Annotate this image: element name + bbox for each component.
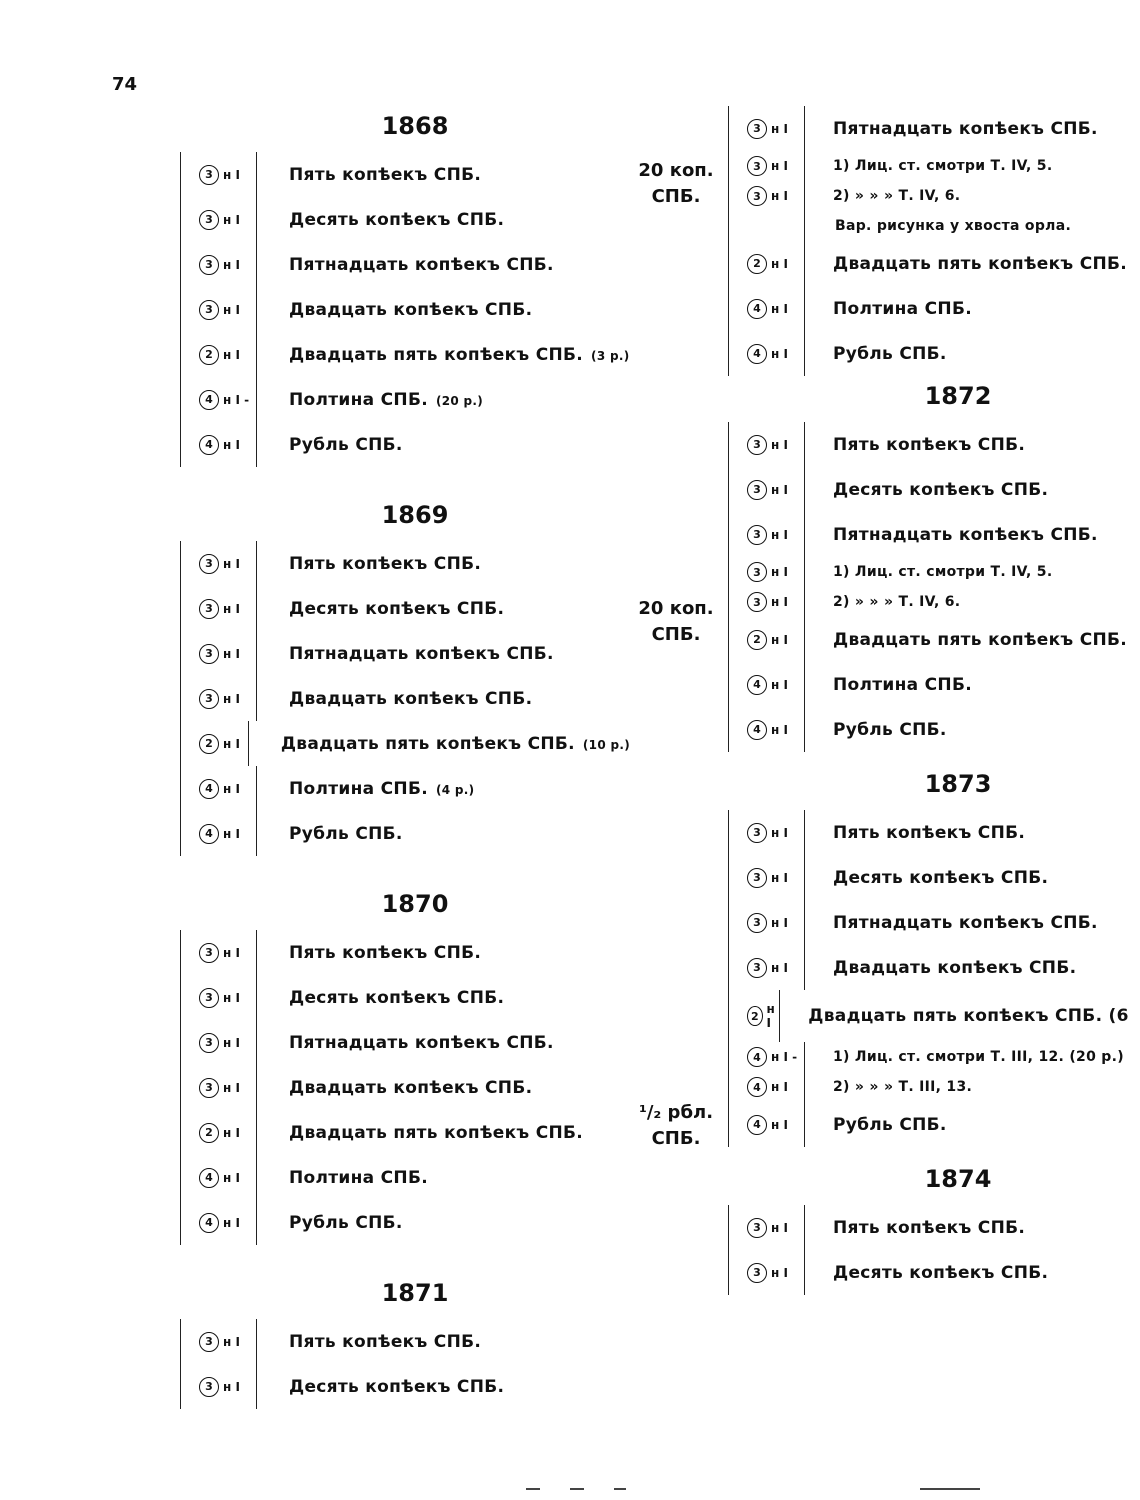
mint-mark bbox=[181, 1020, 257, 1065]
coin-text: Рубль СПБ. bbox=[289, 434, 403, 455]
mint-mark bbox=[729, 1250, 805, 1295]
rarity-circle-icon: 3 bbox=[199, 689, 219, 709]
mark-text: н I bbox=[223, 1379, 240, 1394]
coin-text: Рубль СПБ. bbox=[289, 1212, 403, 1233]
table-row bbox=[729, 241, 1128, 286]
coin-description bbox=[257, 1123, 583, 1143]
mark-text: н I bbox=[771, 870, 788, 885]
coin-description: Рубль СПБ. bbox=[833, 719, 947, 740]
mark-text: н I bbox=[771, 437, 788, 452]
coin-description: Пять копѣекъ СПБ. bbox=[833, 822, 1026, 843]
coin-description: 2) » » » Т. IV, 6. bbox=[833, 188, 961, 204]
rarity-circle-icon: 3 bbox=[199, 943, 219, 963]
side-label-line: СПБ. bbox=[651, 186, 701, 207]
left-column bbox=[180, 106, 630, 1409]
mint-mark bbox=[729, 990, 780, 1042]
table-row bbox=[181, 152, 630, 197]
mark-text: н I - bbox=[771, 1050, 798, 1064]
coin-text: Десять копѣекъ СПБ. bbox=[289, 1376, 505, 1397]
mint-mark bbox=[181, 1155, 257, 1200]
coin-description: Двадцать пять копѣекъ СПБ. bbox=[833, 629, 1128, 650]
mint-mark bbox=[729, 106, 805, 151]
rarity-circle-icon: 3 bbox=[199, 210, 219, 230]
rarity-circle-icon: 3 bbox=[199, 988, 219, 1008]
mint-mark bbox=[729, 467, 805, 512]
mark-text: н I bbox=[223, 1080, 240, 1095]
table-row bbox=[181, 811, 630, 856]
mint-mark bbox=[729, 286, 805, 331]
mint-mark bbox=[729, 662, 805, 707]
rarity-circle-icon: 3 bbox=[747, 156, 767, 176]
rarity-circle-icon: 3 bbox=[199, 599, 219, 619]
mint-mark bbox=[729, 945, 805, 990]
mark-text: н I bbox=[223, 736, 240, 751]
coin-description bbox=[257, 943, 481, 963]
coin-text: Пятнадцать копѣекъ СПБ. bbox=[289, 254, 554, 275]
table-row bbox=[181, 422, 630, 467]
side-label-line: ¹/₂ рбл. bbox=[638, 1102, 714, 1123]
coin-description bbox=[257, 599, 504, 619]
mark-text: н I bbox=[223, 1125, 240, 1140]
mint-mark bbox=[729, 512, 805, 557]
table-row bbox=[181, 377, 630, 422]
table-row bbox=[181, 541, 630, 586]
table-row bbox=[729, 286, 1128, 331]
table-row bbox=[729, 512, 1128, 557]
price-note: (20 р.) bbox=[435, 393, 484, 408]
rarity-circle-icon: 2 bbox=[199, 1123, 219, 1143]
mark-text: н I bbox=[771, 159, 788, 173]
mark-text: н I bbox=[771, 256, 788, 271]
coin-description bbox=[257, 988, 504, 1008]
mint-mark bbox=[181, 631, 257, 676]
table-row bbox=[181, 586, 630, 631]
table-row bbox=[729, 1205, 1128, 1250]
mint-mark bbox=[729, 855, 805, 900]
side-label-line: СПБ. bbox=[651, 624, 701, 645]
rarity-circle-icon: 3 bbox=[747, 525, 767, 545]
year-heading: 1869 bbox=[381, 501, 449, 529]
table-row bbox=[729, 587, 1128, 617]
mint-mark bbox=[181, 1200, 257, 1245]
mark-text: н I bbox=[771, 527, 788, 542]
entries-1872 bbox=[728, 422, 1128, 752]
table-row bbox=[181, 287, 630, 332]
entries-1870 bbox=[180, 930, 630, 1245]
coin-description: Пятнадцать копѣекъ СПБ. bbox=[833, 524, 1098, 545]
mint-mark bbox=[729, 1042, 805, 1072]
rarity-circle-icon: 3 bbox=[199, 1377, 219, 1397]
mint-mark bbox=[729, 1205, 805, 1250]
mark-text: н I bbox=[223, 601, 240, 616]
mark-text: н I bbox=[771, 121, 788, 136]
coin-text: Пять копѣекъ СПБ. bbox=[289, 942, 482, 963]
scan-marks bbox=[520, 1488, 1040, 1492]
table-row bbox=[181, 1364, 630, 1409]
mint-mark bbox=[181, 242, 257, 287]
scan-mark bbox=[920, 1488, 980, 1490]
table-row bbox=[729, 855, 1128, 900]
coin-description bbox=[257, 165, 481, 185]
side-label bbox=[636, 1100, 716, 1152]
mint-mark bbox=[181, 811, 257, 856]
table-row bbox=[729, 151, 1128, 181]
table-row bbox=[181, 766, 630, 811]
mark-text: н I bbox=[771, 1080, 788, 1094]
coin-description bbox=[257, 1168, 428, 1188]
mint-mark bbox=[181, 586, 257, 631]
coin-description bbox=[257, 1078, 532, 1098]
coin-description bbox=[257, 435, 403, 455]
coin-text: Двадцать копѣекъ СПБ. bbox=[289, 688, 533, 709]
coin-description bbox=[257, 554, 481, 574]
side-label bbox=[636, 596, 716, 648]
entries-carryover bbox=[728, 106, 1128, 376]
entries-1869 bbox=[180, 541, 630, 856]
mark-text: н I bbox=[223, 1215, 240, 1230]
rarity-circle-icon: 2 bbox=[199, 345, 219, 365]
rarity-circle-icon: 4 bbox=[747, 720, 767, 740]
mint-mark bbox=[729, 181, 805, 211]
mint-mark bbox=[729, 707, 805, 752]
coin-description bbox=[249, 734, 630, 754]
year-heading: 1873 bbox=[924, 770, 992, 798]
mark-text: н I bbox=[771, 960, 788, 975]
mark-text: н I bbox=[223, 646, 240, 661]
coin-description: Десять копѣекъ СПБ. bbox=[833, 1262, 1049, 1283]
coin-description bbox=[257, 1213, 403, 1233]
rarity-circle-icon: 2 bbox=[747, 630, 767, 650]
mark-text: н I bbox=[223, 781, 240, 796]
mint-mark bbox=[181, 332, 257, 377]
rarity-circle-icon: 4 bbox=[747, 675, 767, 695]
scan-mark bbox=[526, 1488, 540, 1490]
mint-mark bbox=[181, 1065, 257, 1110]
coin-description: Двадцать копѣекъ СПБ. bbox=[833, 957, 1077, 978]
coin-text: Пять копѣекъ СПБ. bbox=[289, 164, 482, 185]
mark-text: н I bbox=[223, 1035, 240, 1050]
coin-description: Рубль СПБ. bbox=[833, 1114, 947, 1135]
year-heading: 1871 bbox=[381, 1279, 449, 1307]
rarity-circle-icon: 4 bbox=[199, 824, 219, 844]
coin-text: Десять копѣекъ СПБ. bbox=[289, 598, 505, 619]
coin-description: Полтина СПБ. bbox=[833, 298, 972, 319]
table-row bbox=[729, 422, 1128, 467]
mint-mark bbox=[181, 930, 257, 975]
entries-1874 bbox=[728, 1205, 1128, 1295]
mint-mark bbox=[181, 975, 257, 1020]
table-row bbox=[181, 975, 630, 1020]
mark-text: н I bbox=[766, 1002, 775, 1030]
mint-mark bbox=[181, 422, 257, 467]
mint-mark bbox=[181, 197, 257, 242]
mark-text: н I bbox=[771, 632, 788, 647]
rarity-circle-icon: 3 bbox=[199, 644, 219, 664]
mark-text: н I bbox=[223, 212, 240, 227]
coin-description bbox=[257, 824, 403, 844]
mark-text: н I bbox=[771, 565, 788, 579]
mark-text: н I bbox=[771, 346, 788, 361]
mark-text: н I bbox=[223, 437, 240, 452]
coin-text: Пять копѣекъ СПБ. bbox=[289, 1331, 482, 1352]
coin-description: Десять копѣекъ СПБ. bbox=[833, 867, 1049, 888]
table-row bbox=[729, 1102, 1128, 1147]
mark-text: н I - bbox=[223, 392, 250, 407]
table-row bbox=[181, 197, 630, 242]
entries-1873 bbox=[728, 810, 1128, 1147]
coin-description bbox=[257, 1033, 554, 1053]
mint-mark bbox=[729, 1102, 805, 1147]
table-row bbox=[729, 557, 1128, 587]
coin-text: Двадцать копѣекъ СПБ. bbox=[289, 1077, 533, 1098]
coin-description bbox=[257, 689, 532, 709]
mark-text: н I bbox=[771, 482, 788, 497]
coin-description: Двадцать пять копѣекъ СПБ. bbox=[833, 253, 1128, 274]
table-row bbox=[729, 1250, 1128, 1295]
mark-text: н I bbox=[223, 990, 240, 1005]
mint-mark bbox=[181, 766, 257, 811]
mark-text: н I bbox=[771, 1265, 788, 1280]
rarity-circle-icon: 2 bbox=[747, 1006, 763, 1026]
mint-mark bbox=[181, 1364, 257, 1409]
price-note: (4 р.) bbox=[435, 782, 475, 797]
mint-mark bbox=[181, 1319, 257, 1364]
rarity-circle-icon: 3 bbox=[747, 186, 767, 206]
table-row bbox=[729, 810, 1128, 855]
coin-description bbox=[257, 300, 532, 320]
rarity-circle-icon: 3 bbox=[747, 562, 767, 582]
table-row bbox=[181, 242, 630, 287]
mint-mark bbox=[729, 331, 805, 376]
rarity-circle-icon: 3 bbox=[199, 1033, 219, 1053]
table-row bbox=[181, 1020, 630, 1065]
year-heading: 1870 bbox=[381, 890, 449, 918]
mark-text: н I bbox=[771, 677, 788, 692]
coin-description: Пятнадцать копѣекъ СПБ. bbox=[833, 118, 1098, 139]
coin-text: Рубль СПБ. bbox=[289, 823, 403, 844]
table-row bbox=[729, 662, 1128, 707]
coin-text: Двадцать копѣекъ СПБ. bbox=[289, 299, 533, 320]
coin-description bbox=[257, 644, 554, 664]
mark-text: н I bbox=[771, 915, 788, 930]
table-row bbox=[729, 331, 1128, 376]
rarity-circle-icon: 3 bbox=[199, 165, 219, 185]
entries-1868 bbox=[180, 152, 630, 467]
table-row bbox=[729, 181, 1128, 211]
coin-description bbox=[257, 779, 474, 799]
variant-note: Вар. рисунка у хвоста орла. bbox=[835, 218, 1072, 234]
mint-mark bbox=[181, 287, 257, 332]
coin-description: Пятнадцать копѣекъ СПБ. bbox=[833, 912, 1098, 933]
table-row bbox=[181, 1110, 630, 1155]
coin-text: Двадцать пять копѣекъ СПБ. bbox=[289, 1122, 584, 1143]
rarity-circle-icon: 4 bbox=[199, 1213, 219, 1233]
rarity-circle-icon: 3 bbox=[747, 868, 767, 888]
rarity-circle-icon: 4 bbox=[747, 1047, 767, 1067]
table-row bbox=[729, 1072, 1128, 1102]
price-note: (3 р.) bbox=[591, 348, 630, 363]
mark-text: н I bbox=[771, 595, 788, 609]
year-heading: 1872 bbox=[924, 382, 992, 410]
mint-mark bbox=[729, 211, 805, 241]
mint-mark bbox=[729, 810, 805, 855]
mint-mark bbox=[729, 617, 805, 662]
coin-text: Пятнадцать копѣекъ СПБ. bbox=[289, 1032, 554, 1053]
coin-text: Десять копѣекъ СПБ. bbox=[289, 987, 505, 1008]
rarity-circle-icon: 3 bbox=[747, 1263, 767, 1283]
table-row bbox=[181, 1319, 630, 1364]
table-row bbox=[181, 332, 630, 377]
coin-description: 2) » » » Т. IV, 6. bbox=[833, 594, 961, 610]
rarity-circle-icon: 3 bbox=[747, 435, 767, 455]
mint-mark bbox=[729, 422, 805, 467]
price-note: (10 р.) bbox=[582, 737, 630, 752]
coin-text: Десять копѣекъ СПБ. bbox=[289, 209, 505, 230]
coin-text: Пятнадцать копѣекъ СПБ. bbox=[289, 643, 554, 664]
table-row bbox=[181, 631, 630, 676]
mark-text: н I bbox=[223, 691, 240, 706]
mint-mark bbox=[181, 1110, 257, 1155]
scan-mark bbox=[570, 1488, 584, 1490]
year-heading: 1874 bbox=[924, 1165, 992, 1193]
rarity-circle-icon: 3 bbox=[747, 958, 767, 978]
mint-mark bbox=[181, 377, 257, 422]
rarity-circle-icon: 3 bbox=[199, 1078, 219, 1098]
table-row bbox=[729, 707, 1128, 752]
side-label bbox=[636, 158, 716, 210]
rarity-circle-icon: 3 bbox=[747, 592, 767, 612]
coin-text: Пять копѣекъ СПБ. bbox=[289, 553, 482, 574]
coin-description bbox=[257, 390, 483, 410]
rarity-circle-icon: 4 bbox=[747, 344, 767, 364]
mark-text: н I bbox=[771, 1117, 788, 1132]
rarity-circle-icon: 3 bbox=[747, 119, 767, 139]
coin-description: 2) » » » Т. III, 13. bbox=[833, 1079, 973, 1095]
coin-description bbox=[257, 345, 629, 365]
mark-text: н I bbox=[223, 1170, 240, 1185]
coin-description: Полтина СПБ. bbox=[833, 674, 972, 695]
rarity-circle-icon: 2 bbox=[199, 734, 219, 754]
mark-text: н I bbox=[771, 301, 788, 316]
coin-description: 1) Лиц. ст. смотри Т. IV, 5. bbox=[833, 158, 1053, 174]
year-heading: 1868 bbox=[381, 112, 449, 140]
mint-mark bbox=[729, 900, 805, 945]
rarity-circle-icon: 3 bbox=[199, 255, 219, 275]
mark-text: н I bbox=[223, 556, 240, 571]
rarity-circle-icon: 4 bbox=[199, 390, 219, 410]
rarity-circle-icon: 3 bbox=[747, 1218, 767, 1238]
mark-text: н I bbox=[771, 722, 788, 737]
rarity-circle-icon: 4 bbox=[199, 435, 219, 455]
coin-text: Двадцать пять копѣекъ СПБ. bbox=[280, 733, 575, 754]
table-row bbox=[181, 1155, 630, 1200]
right-column bbox=[728, 106, 1128, 1295]
rarity-circle-icon: 4 bbox=[199, 1168, 219, 1188]
coin-text: Полтина СПБ. bbox=[289, 389, 428, 410]
table-row bbox=[729, 900, 1128, 945]
coin-text: Полтина СПБ. bbox=[289, 1167, 428, 1188]
mint-mark bbox=[181, 541, 257, 586]
table-row bbox=[729, 945, 1128, 990]
table-row bbox=[729, 467, 1128, 512]
coin-description: 1) Лиц. ст. смотри Т. III, 12. (20 р.) bbox=[833, 1049, 1124, 1065]
coin-description: Пять копѣекъ СПБ. bbox=[833, 434, 1026, 455]
rarity-circle-icon: 3 bbox=[747, 823, 767, 843]
mint-mark bbox=[729, 587, 805, 617]
table-row bbox=[181, 1200, 630, 1245]
rarity-circle-icon: 4 bbox=[747, 299, 767, 319]
mint-mark bbox=[181, 676, 257, 721]
mint-mark bbox=[181, 721, 249, 766]
coin-description: Десять копѣекъ СПБ. bbox=[833, 479, 1049, 500]
table-row bbox=[181, 676, 630, 721]
rarity-circle-icon: 4 bbox=[199, 779, 219, 799]
mark-text: н I bbox=[223, 347, 240, 362]
coin-description: Двадцать пять копѣекъ СПБ. (6 bbox=[808, 1006, 1129, 1026]
table-row bbox=[729, 106, 1128, 151]
mint-mark bbox=[729, 151, 805, 181]
mint-mark bbox=[729, 1072, 805, 1102]
rarity-circle-icon: 3 bbox=[747, 913, 767, 933]
side-label-line: 20 коп. bbox=[638, 598, 714, 619]
mark-text: н I bbox=[223, 1334, 240, 1349]
mint-mark bbox=[729, 557, 805, 587]
mark-text: н I bbox=[771, 825, 788, 840]
scan-mark bbox=[614, 1488, 626, 1490]
coin-description bbox=[257, 255, 554, 275]
table-row bbox=[729, 990, 1128, 1042]
mark-text: н I bbox=[771, 1220, 788, 1235]
coin-description: Рубль СПБ. bbox=[833, 343, 947, 364]
rarity-circle-icon: 4 bbox=[747, 1115, 767, 1135]
coin-description: 1) Лиц. ст. смотри Т. IV, 5. bbox=[833, 564, 1053, 580]
coin-text: Полтина СПБ. bbox=[289, 778, 428, 799]
coin-text: Двадцать пять копѣекъ СПБ. bbox=[289, 344, 584, 365]
entries-1871 bbox=[180, 1319, 630, 1409]
table-row bbox=[729, 211, 1128, 241]
rarity-circle-icon: 2 bbox=[747, 254, 767, 274]
rarity-circle-icon: 3 bbox=[747, 480, 767, 500]
rarity-circle-icon: 3 bbox=[199, 300, 219, 320]
mint-mark bbox=[729, 241, 805, 286]
mint-mark bbox=[181, 152, 257, 197]
rarity-circle-icon: 3 bbox=[199, 554, 219, 574]
mark-text: н I bbox=[223, 257, 240, 272]
mark-text: н I bbox=[223, 167, 240, 182]
mark-text: н I bbox=[223, 945, 240, 960]
table-row bbox=[729, 617, 1128, 662]
page-number: 74 bbox=[112, 74, 138, 95]
table-row bbox=[181, 1065, 630, 1110]
rarity-circle-icon: 3 bbox=[199, 1332, 219, 1352]
table-row bbox=[181, 930, 630, 975]
coin-description: Пять копѣекъ СПБ. bbox=[833, 1217, 1026, 1238]
coin-description bbox=[257, 1332, 481, 1352]
mark-text: н I bbox=[771, 189, 788, 203]
mark-text: н I bbox=[223, 302, 240, 317]
coin-description bbox=[257, 1377, 504, 1397]
coin-description bbox=[257, 210, 504, 230]
side-label-line: 20 коп. bbox=[638, 160, 714, 181]
side-label-line: СПБ. bbox=[651, 1128, 701, 1149]
table-row bbox=[181, 721, 630, 766]
table-row bbox=[729, 1042, 1128, 1072]
rarity-circle-icon: 4 bbox=[747, 1077, 767, 1097]
mark-text: н I bbox=[223, 826, 240, 841]
